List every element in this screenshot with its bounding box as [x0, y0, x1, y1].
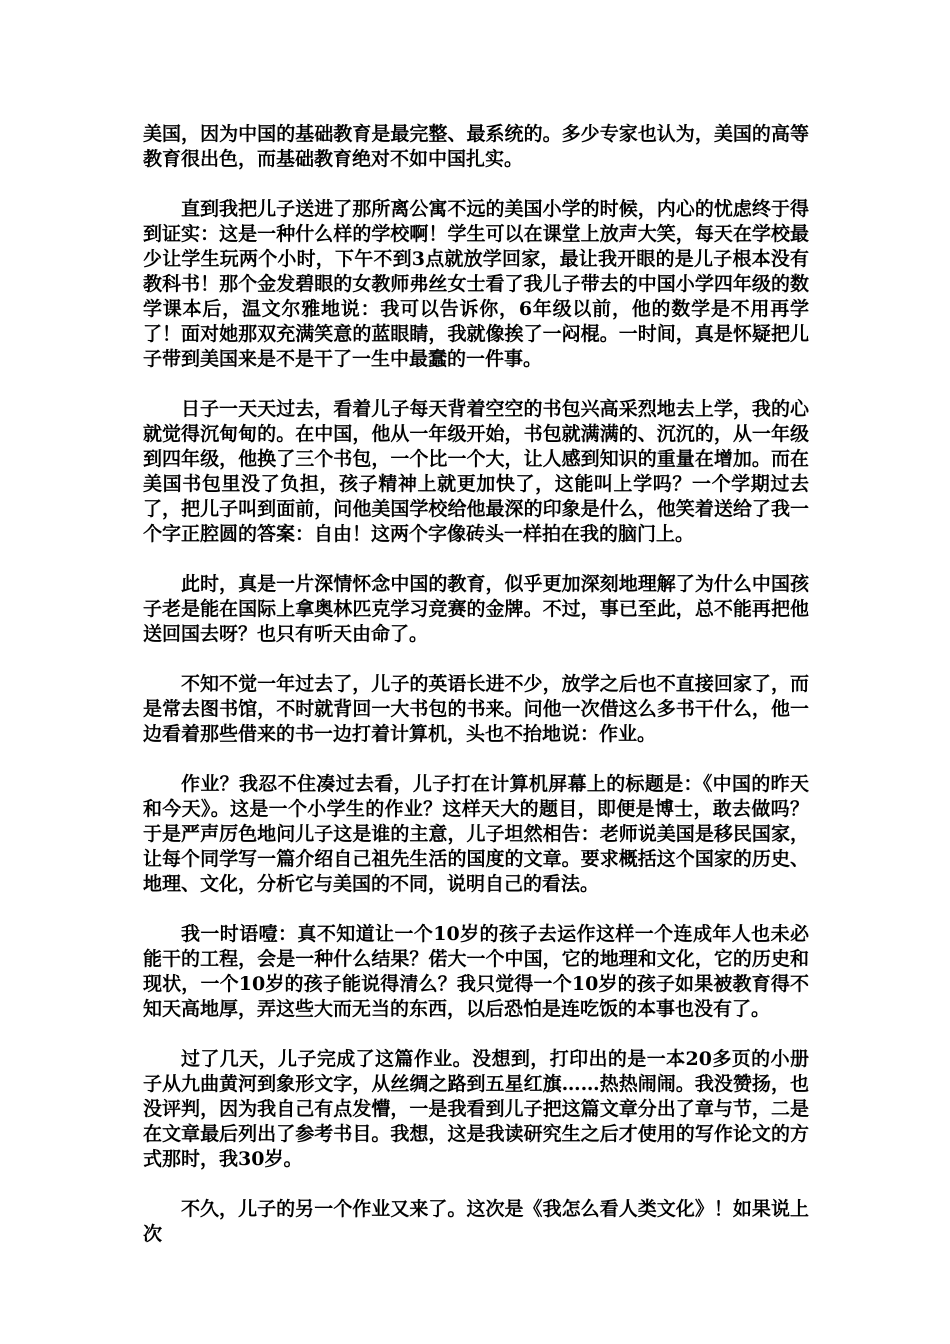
paragraph-9: 不久，儿子的另一个作业又来了。这次是《我怎么看人类文化》！如果说上次 — [143, 1198, 809, 1245]
paragraph-8: 过了几天，儿子完成了这篇作业。没想到，打印出的是一本20多页的小册子从九曲黄河到象形文字，从丝绸之路到五星红旗……热热闹闹。我没赞扬，也没评判，因为我自己有点发懵，一是我看到儿子把这篇文章分出了章与节，二是在文章最后列出了参考书目。我想，这是我读研究生之后才使用的写作论文的方式那时，我30岁。 — [143, 1048, 809, 1170]
paragraph-1: 美国，因为中国的基础教育是最完整、最系统的。多少专家也认为，美国的高等教育很出色，而基础教育绝对不如中国扎实。 — [143, 123, 809, 170]
paragraph-7: 我一时语噎：真不知道让一个10岁的孩子去运作这样一个连成年人也未必能干的工程，会是一种什么结果？偌大一个中国，它的地理和文化，它的历史和现状，一个10岁的孩子能说得清么？我只觉得一个10岁的孩子如果被教育得不知天高地厚，弄这些大而无当的东西，以后恐怕是连吃饭的本事也没有了。 — [143, 923, 809, 1020]
paragraph-4: 此时，真是一片深情怀念中国的教育，似乎更加深刻地理解了为什么中国孩子老是能在国际上拿奥林匹克学习竞赛的金牌。不过，事已至此，总不能再把他送回国去呀？也只有听天由命了。 — [143, 573, 809, 645]
paragraph-3: 日子一天天过去，看着儿子每天背着空空的书包兴高采烈地去上学，我的心就觉得沉甸甸的。在中国，他从一年级开始，书包就满满的、沉沉的，从一年级到四年级，他换了三个书包，一个比一个大，让人感到知识的重量在增加。而在美国书包里没了负担，孩子精神上就更加快了，这能叫上学吗？一个学期过去了，把儿子叫到面前，问他美国学校给他最深的印象是什么，他笑着送给了我一个字正腔圆的答案：自由！这两个字像砖头一样拍在我的脑门上。 — [143, 398, 809, 545]
document-page — [143, 122, 809, 1272]
paragraph-5: 不知不觉一年过去了，儿子的英语长进不少，放学之后也不直接回家了，而是常去图书馆，不时就背回一大书包的书来。问他一次借这么多书干什么，他一边看着那些借来的书一边打着计算机，头也不抬地说：作业。 — [143, 673, 809, 745]
paragraph-2: 直到我把儿子送进了那所离公寓不远的美国小学的时候，内心的忧虑终于得到证实：这是一种什么样的学校啊！学生可以在课堂上放声大笑，每天在学校最少让学生玩两个小时，下午不到3点就放学回家，最让我开眼的是儿子根本没有教科书！那个金发碧眼的女教师弗丝女士看了我儿子带去的中国小学四年级的数学课本后，温文尔雅地说：我可以告诉你，6年级以前，他的数学是不用再学了！面对她那双充满笑意的蓝眼睛，我就像挨了一闷棍。一时间，真是怀疑把儿子带到美国来是不是干了一生中最蠢的一件事。 — [143, 198, 809, 370]
paragraph-6: 作业？我忍不住凑过去看，儿子打在计算机屏幕上的标题是：《中国的昨天和今天》。这是一个小学生的作业？这样天大的题目，即便是博士，敢去做吗？于是严声厉色地问儿子这是谁的主意，儿子坦然相告：老师说美国是移民国家，让每个同学写一篇介绍自己祖先生活的国度的文章。要求概括这个国家的历史、地理、文化，分析它与美国的不同，说明自己的看法。 — [143, 773, 809, 895]
